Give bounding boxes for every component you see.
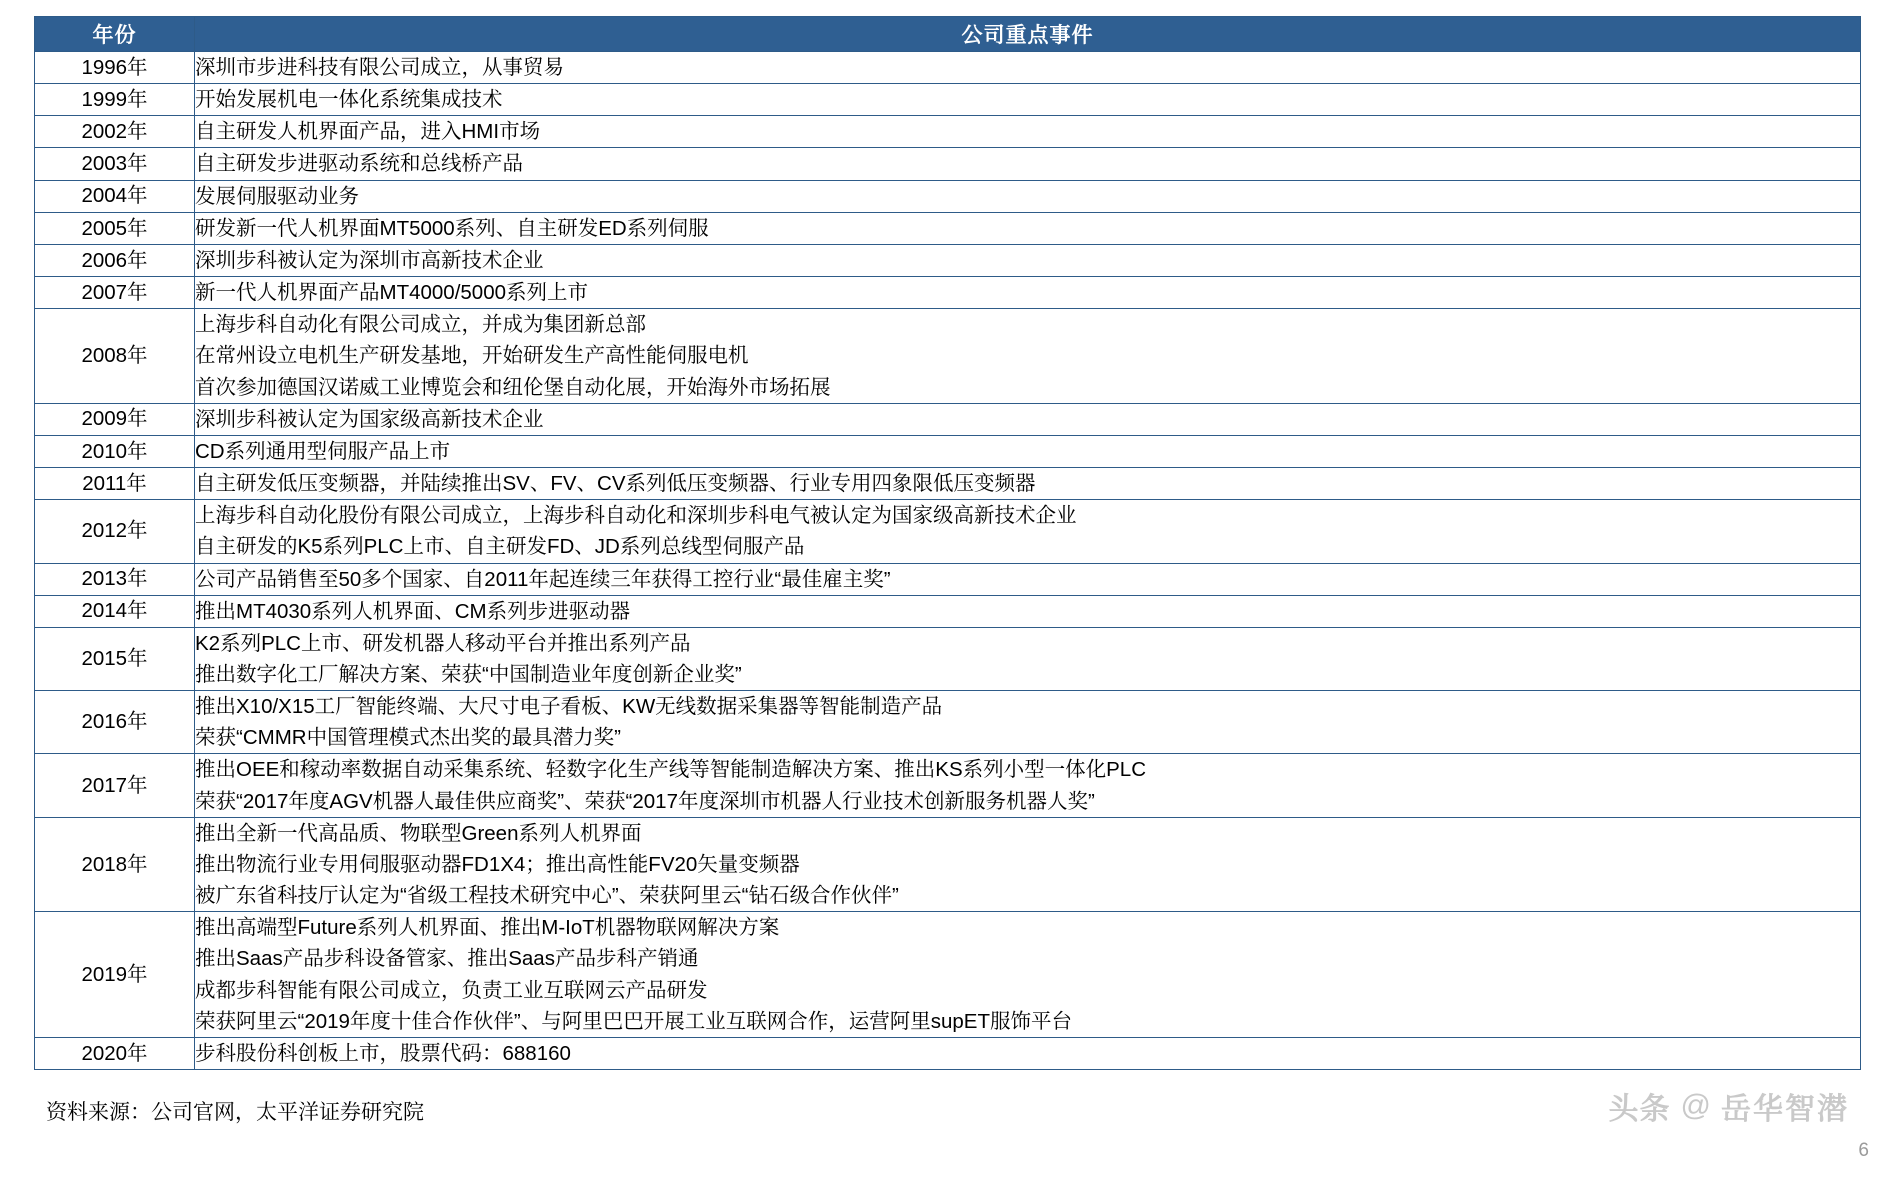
event-line: 步科股份科创板上市，股票代码：688160 xyxy=(195,1041,571,1065)
table-row xyxy=(35,148,1861,180)
table-row xyxy=(35,500,1861,563)
table-row xyxy=(35,309,1861,403)
table-row xyxy=(35,84,1861,116)
at-symbol-icon: @ xyxy=(1680,1089,1711,1122)
table-row xyxy=(35,627,1861,690)
cell-event xyxy=(195,52,1861,84)
cell-year: 2006年 xyxy=(35,244,195,276)
cell-event xyxy=(195,691,1861,754)
column-header-year: 年份 xyxy=(35,17,195,52)
event-line: 自主研发的K5系列PLC上市、自主研发FD、JD系列总线型伺服产品 xyxy=(195,535,805,559)
cell-year: 2011年 xyxy=(35,468,195,500)
event-line: 首次参加德国汉诺威工业博览会和纽伦堡自动化展，开始海外市场拓展 xyxy=(195,375,831,399)
event-line: 新一代人机界面产品MT4000/5000系列上市 xyxy=(195,281,589,305)
table-row xyxy=(35,691,1861,754)
event-line: 自主研发步进驱动系统和总线桥产品 xyxy=(195,152,523,176)
cell-event xyxy=(195,148,1861,180)
event-line: CD系列通用型伺服产品上市 xyxy=(195,439,451,463)
event-line: 发展伺服驱动业务 xyxy=(195,184,359,208)
table-row xyxy=(35,244,1861,276)
event-line: 被广东省科技厅认定为“省级工程技术研究中心”、荣获阿里云“钻石级合作伙伴” xyxy=(195,884,899,908)
event-line: 公司产品销售至50多个国家、自2011年起连续三年获得工控行业“最佳雇主奖” xyxy=(195,567,891,591)
event-line: 荣获“CMMR中国管理模式杰出奖的最具潜力奖” xyxy=(195,726,621,750)
cell-event xyxy=(195,468,1861,500)
cell-year: 2004年 xyxy=(35,180,195,212)
event-line: 深圳步科被认定为国家级高新技术企业 xyxy=(195,407,544,431)
cell-year: 1999年 xyxy=(35,84,195,116)
event-line: 推出数字化工厂解决方案、荣获“中国制造业年度创新企业奖” xyxy=(195,662,742,686)
cell-event xyxy=(195,84,1861,116)
cell-year: 1996年 xyxy=(35,52,195,84)
event-line: 自主研发低压变频器，并陆续推出SV、FV、CV系列低压变频器、行业专用四象限低压变频器 xyxy=(195,472,1036,496)
cell-year: 2014年 xyxy=(35,595,195,627)
cell-event xyxy=(195,1037,1861,1069)
cell-year: 2018年 xyxy=(35,817,195,911)
cell-year: 2008年 xyxy=(35,309,195,403)
table-row xyxy=(35,52,1861,84)
cell-event xyxy=(195,595,1861,627)
event-line: 荣获阿里云“2019年度十佳合作伙伴”、与阿里巴巴开展工业互联网合作，运营阿里supET服饰平台 xyxy=(195,1009,1073,1033)
cell-event xyxy=(195,212,1861,244)
table-row xyxy=(35,403,1861,435)
cell-year: 2007年 xyxy=(35,277,195,309)
cell-event xyxy=(195,627,1861,690)
event-line: 荣获“2017年度AGV机器人最佳供应商奖”、荣获“2017年度深圳市机器人行业技术创新服务机器人奖” xyxy=(195,789,1095,813)
cell-event xyxy=(195,244,1861,276)
table-row xyxy=(35,595,1861,627)
cell-year: 2002年 xyxy=(35,116,195,148)
source-note: 资料来源：公司官网，太平洋证券研究院 xyxy=(46,1101,424,1124)
table-row xyxy=(35,116,1861,148)
toutiao-logo-icon: 头条 xyxy=(1608,1093,1671,1126)
table-row xyxy=(35,754,1861,817)
table-row xyxy=(35,212,1861,244)
cell-event xyxy=(195,309,1861,403)
event-line: 推出X10/X15工厂智能终端、大尺寸电子看板、KW无线数据采集器等智能制造产品 xyxy=(195,695,943,719)
cell-year: 2019年 xyxy=(35,912,195,1038)
event-line: 推出MT4030系列人机界面、CM系列步进驱动器 xyxy=(195,599,631,623)
table-row xyxy=(35,817,1861,911)
table-row xyxy=(35,435,1861,467)
event-line: 推出Saas产品步科设备管家、推出Saas产品步科产销通 xyxy=(195,947,699,971)
event-line: 在常州设立电机生产研发基地，开始研发生产高性能伺服电机 xyxy=(195,344,749,368)
event-line: 深圳市步进科技有限公司成立，从事贸易 xyxy=(195,56,564,79)
event-line: 上海步科自动化股份有限公司成立，上海步科自动化和深圳步科电气被认定为国家级高新技术企业 xyxy=(195,504,1077,528)
cell-event xyxy=(195,116,1861,148)
cell-year: 2009年 xyxy=(35,403,195,435)
table-row xyxy=(35,180,1861,212)
company-milestones-table xyxy=(34,16,1861,1070)
cell-event xyxy=(195,563,1861,595)
table-row xyxy=(35,277,1861,309)
cell-year: 2005年 xyxy=(35,212,195,244)
cell-event xyxy=(195,500,1861,563)
cell-year: 2017年 xyxy=(35,754,195,817)
event-line: 推出物流行业专用伺服驱动器FD1X4；推出高性能FV20矢量变频器 xyxy=(195,852,800,876)
column-header-event: 公司重点事件 xyxy=(195,17,1861,52)
cell-year: 2016年 xyxy=(35,691,195,754)
event-line: 推出OEE和稼动率数据自动采集系统、轻数字化生产线等智能制造解决方案、推出KS系列小型一体化PLC xyxy=(195,758,1147,782)
table-header xyxy=(35,17,1861,52)
table-row xyxy=(35,1037,1861,1069)
cell-year: 2013年 xyxy=(35,563,195,595)
event-line: 推出全新一代高品质、物联型Green系列人机界面 xyxy=(195,821,642,845)
cell-year: 2010年 xyxy=(35,435,195,467)
table-row xyxy=(35,912,1861,1038)
table-row xyxy=(35,468,1861,500)
event-line: 上海步科自动化有限公司成立，并成为集团新总部 xyxy=(195,313,646,337)
event-line: 自主研发人机界面产品，进入HMI市场 xyxy=(195,120,541,144)
event-line: 研发新一代人机界面MT5000系列、自主研发ED系列伺服 xyxy=(195,216,709,240)
cell-event xyxy=(195,912,1861,1038)
event-line: 深圳步科被认定为深圳市高新技术企业 xyxy=(195,248,544,272)
cell-event xyxy=(195,180,1861,212)
cell-year: 2003年 xyxy=(35,148,195,180)
cell-event xyxy=(195,277,1861,309)
event-line: 开始发展机电一体化系统集成技术 xyxy=(195,88,503,112)
cell-event xyxy=(195,754,1861,817)
cell-year: 2020年 xyxy=(35,1037,195,1069)
cell-year: 2015年 xyxy=(35,627,195,690)
table-body xyxy=(35,52,1861,1070)
event-line: K2系列PLC上市、研发机器人移动平台并推出系列产品 xyxy=(195,631,691,655)
page-number: 6 xyxy=(1858,1140,1869,1161)
cell-event xyxy=(195,817,1861,911)
event-line: 推出高端型Future系列人机界面、推出M-IoT机器物联网解决方案 xyxy=(195,916,780,940)
cell-year: 2012年 xyxy=(35,500,195,563)
event-line: 成都步科智能有限公司成立，负责工业互联网云产品研发 xyxy=(195,978,708,1002)
table-header-row xyxy=(35,17,1861,52)
cell-event xyxy=(195,403,1861,435)
cell-event xyxy=(195,435,1861,467)
watermark-author-name: 岳华智潜 xyxy=(1721,1093,1849,1126)
table-row xyxy=(35,563,1861,595)
